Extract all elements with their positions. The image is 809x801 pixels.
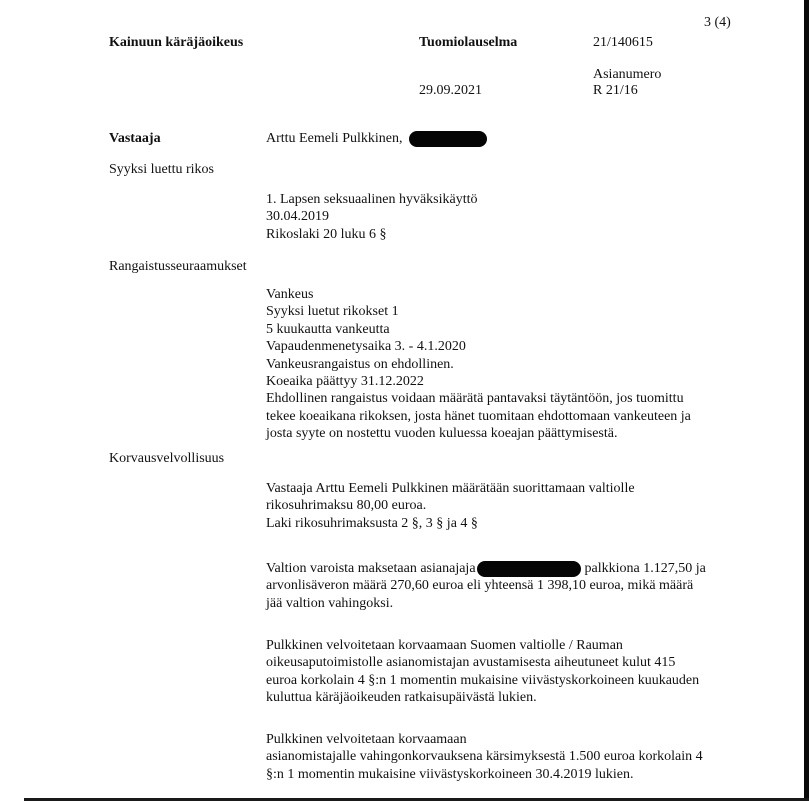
sanction-line: Koeaika päättyy 31.12.2022 xyxy=(266,374,424,390)
document-type: Tuomiolauselma xyxy=(419,35,518,50)
sanction-line: Vapaudenmenetysaika 3. - 4.1.2020 xyxy=(266,339,466,355)
sanction-line: Ehdollinen rangaistus voidaan määrätä pantavaksi täytäntöön, jos tuomittu xyxy=(266,391,684,407)
sanction-line: 5 kuukautta vankeutta xyxy=(266,321,390,337)
sanction-line: josta syyte on nostettu vuoden kuluessa koeajan päättymisestä. xyxy=(266,426,618,442)
case-number: R 21/16 xyxy=(593,83,638,98)
compensation-paragraph-3 xyxy=(266,637,699,707)
offence-details xyxy=(266,191,478,243)
case-number-label: Asianumero xyxy=(593,67,662,82)
paragraph-line: oikeusaputoimistolle asianomistajan avustamisesta aiheutuneet kulut 415 xyxy=(266,655,676,671)
redaction-mark xyxy=(477,561,581,577)
compensation-paragraph-1 xyxy=(266,480,635,532)
redaction-mark xyxy=(409,131,487,147)
document-number: 21/140615 xyxy=(593,35,653,50)
paragraph-text: Valtion varoista maksetaan asianajaja xyxy=(266,561,476,576)
paragraph-line: asianomistajalle vahingonkorvauksena kärsimyksestä 1.500 euroa korkolain 4 xyxy=(266,749,703,765)
scan-edge-right xyxy=(804,0,809,801)
paragraph-line: kuluttua käräjäoikeuden ratkaisupäivästä lukien. xyxy=(266,690,537,706)
paragraph-line: Vastaaja Arttu Eemeli Pulkkinen määrätään suorittamaan valtiolle xyxy=(266,481,635,496)
defendant-label: Vastaaja xyxy=(109,131,161,146)
court-name: Kainuun käräjäoikeus xyxy=(109,35,244,50)
defendant-name: Arttu Eemeli Pulkkinen, xyxy=(266,131,403,146)
sanction-line: Syyksi luetut rikokset 1 xyxy=(266,304,399,320)
paragraph-text: palkkiona 1.127,50 ja xyxy=(584,561,706,576)
paragraph-line: Laki rikosuhrimaksusta 2 §, 3 § ja 4 § xyxy=(266,515,478,531)
compensation-paragraph-4 xyxy=(266,731,703,783)
compensation-paragraph-2 xyxy=(266,560,706,612)
paragraph-line: euroa korkolain 4 §:n 1 momentin mukaisine viivästyskorkoineen kuukauden xyxy=(266,672,700,688)
offence-line: 1. Lapsen seksuaalinen hyväksikäyttö xyxy=(266,192,478,207)
offence-line: Rikoslaki 20 luku 6 § xyxy=(266,226,387,242)
sanctions-details xyxy=(266,286,691,443)
paragraph-line: Pulkkinen velvoitetaan korvaamaan Suomen valtiolle / Rauman xyxy=(266,638,623,653)
paragraph-line: §:n 1 momentin mukaisine viivästyskorkoineen 30.4.2019 lukien. xyxy=(266,766,634,782)
sanction-line: Vankeus xyxy=(266,287,314,302)
offence-label: Syyksi luettu rikos xyxy=(109,162,215,177)
sanction-line: Vankeusrangaistus on ehdollinen. xyxy=(266,356,454,372)
page-number: 3 (4) xyxy=(704,15,731,30)
paragraph-line xyxy=(266,560,706,577)
sanctions-label: Rangaistusseuraamukset xyxy=(109,259,247,274)
defendant-row xyxy=(266,130,487,147)
paragraph-line: rikosuhrimaksu 80,00 euroa. xyxy=(266,498,427,514)
sanction-line: tekee koeaikana rikoksen, josta hänet tuomitaan ehdottomaan vankeuteen ja xyxy=(266,408,691,424)
paragraph-line: arvonlisäveron määrä 270,60 euroa eli yhteensä 1 398,10 euroa, mikä määrä xyxy=(266,578,694,594)
offence-line: 30.04.2019 xyxy=(266,209,329,225)
paragraph-line: Pulkkinen velvoitetaan korvaamaan xyxy=(266,732,467,747)
document-date: 29.09.2021 xyxy=(419,83,482,98)
compensation-label: Korvausvelvollisuus xyxy=(109,451,225,466)
paragraph-line: jää valtion vahingoksi. xyxy=(266,595,394,611)
